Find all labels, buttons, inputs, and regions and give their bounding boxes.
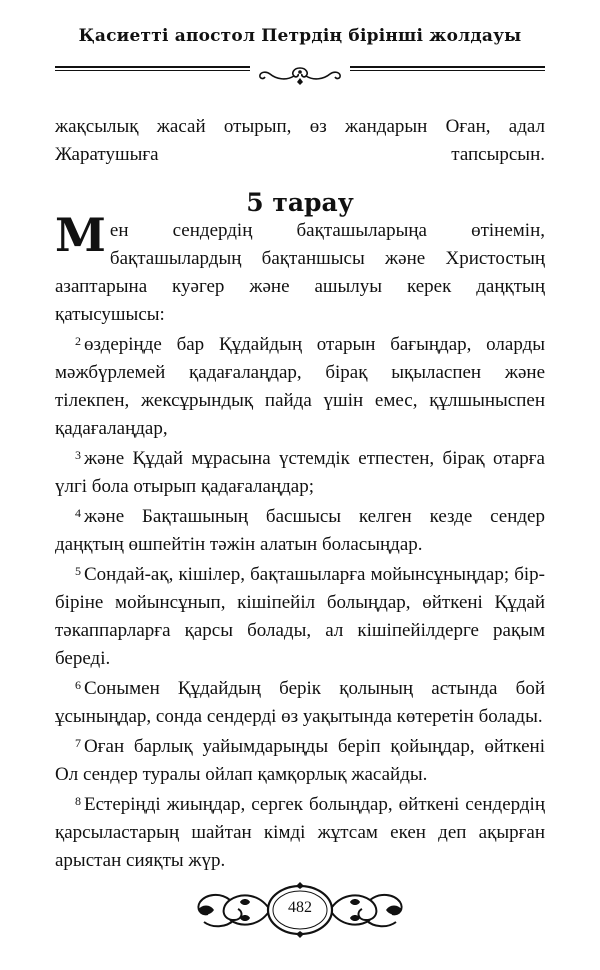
running-title: Қасиетті апостол Петрдің бірінші жолдауы (78, 26, 522, 46)
page-body (55, 113, 545, 875)
verse-number: 2 (75, 334, 81, 348)
verse-text: Естеріңді жиыңдар, сергек болыңдар, өйткені сендердің қарсыластарың шайтан кімді жұтсам екен деп ақырған арыстан сияқты жүр. (55, 794, 545, 871)
verse-number: 7 (75, 736, 81, 750)
verse-text: және Құдай мұрасына үстемдік етпестен, бірақ отарға үлгі бола отырып қадағалаңдар; (55, 448, 545, 497)
verse-text: Сондай-ақ, кішілер, бақташыларға мойынсұныңдар; бір-біріне мойынсұнып, кішіпейіл болыңдар, өйткені Құдай тәкаппарларға қарсы болады, ал кішіпейілдерге рақым береді. (55, 564, 545, 669)
continuation-paragraph: жақсылық жасай отырып, өз жандарын Оған, адал Жаратушыға тапсырсын. (55, 116, 545, 165)
verse-number: 3 (75, 448, 81, 462)
verse-number: 4 (75, 506, 81, 520)
verse-text: Оған барлық уайымдарыңды беріп қойыңдар, өйткені Ол сендер туралы ойлап қамқорлық жасайды. (55, 736, 545, 785)
header-ornament-icon (250, 64, 350, 86)
verse-7 (55, 733, 545, 789)
verse-5 (55, 561, 545, 673)
verse-text: өздеріңде бар Құдайдың отарын бағыңдар, оларды мәжбүрлемей қадағалаңдар, бірақ ықыласпен және тілекпен, жексұрындық пайда үшін емес, құлшыныспен қадағалаңдар, (55, 334, 545, 439)
verse-2 (55, 331, 545, 443)
verse-3 (55, 445, 545, 501)
verse-number: 6 (75, 678, 81, 692)
drop-cap: М (55, 208, 106, 262)
chapter-title: 5 тарау (246, 188, 354, 217)
verse-text: және Бақташының басшысы келген кезде сендер даңқтың өшпейтін тәжін алатын боласыңдар. (55, 506, 545, 555)
page-number: 482 (288, 899, 312, 916)
verse-1-text: ен сендердің бақташыларыңа өтінемін, бақташылардың бақтаншысы және Христостың азаптарына куәгер және ашылуы керек даңқтың қатысушысы: (55, 220, 545, 325)
verse-8 (55, 791, 545, 875)
verse-4 (55, 503, 545, 559)
verse-1 (55, 208, 545, 329)
verse-number: 5 (75, 564, 81, 578)
verse-number: 8 (75, 794, 81, 808)
verse-6 (55, 675, 545, 731)
verse-text: Сонымен Құдайдың берік қолының астында бой ұсыныңдар, сонда сендерді өз уақытында көтеретін болады. (55, 678, 545, 727)
